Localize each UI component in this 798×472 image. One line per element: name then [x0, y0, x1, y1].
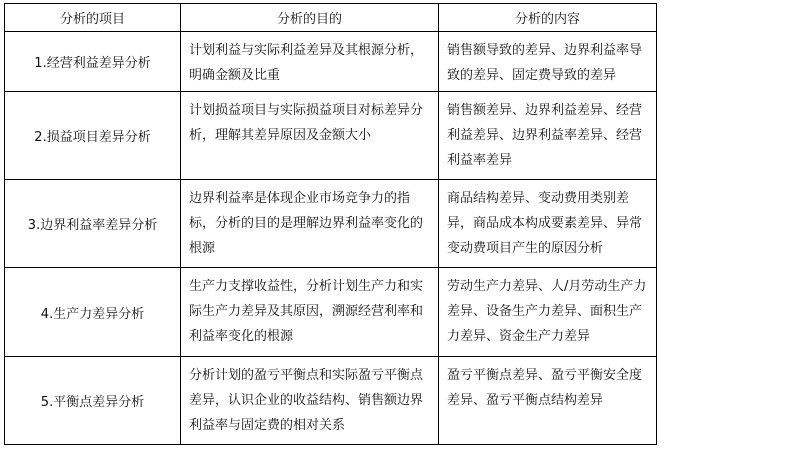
purpose-cell: 计划利益与实际利益差异及其根源分析，明确金额及比重	[181, 32, 439, 92]
content-cell: 销售额差异、边界利益差异、经营利益差异、边界利益率差异、经营利益率差异	[439, 92, 657, 180]
purpose-cell: 生产力支撑收益性，分析计划生产力和实际生产力差异及其原因，溯源经营利率和利益率变化的根源	[181, 268, 439, 357]
content-cell: 销售额导致的差异、边界利益率导致的差异、固定费导致的差异	[439, 32, 657, 92]
item-cell: 2.损益项目差异分析	[5, 92, 181, 180]
content-cell: 盈亏平衡点差异、盈亏平衡安全度差异、盈亏平衡点结构差异	[439, 357, 657, 445]
purpose-cell: 分析计划的盈亏平衡点和实际盈亏平衡点差异，认识企业的收益结构、销售额边界利益率与固定费的相对关系	[181, 357, 439, 445]
analysis-table	[4, 3, 657, 445]
purpose-cell: 计划损益项目与实际损益项目对标差异分析，理解其差异原因及金额大小	[181, 92, 439, 180]
content-cell: 劳动生产力差异、人/月劳动生产力差异、设备生产力差异、面积生产力差异、资金生产力差异	[439, 268, 657, 357]
purpose-cell: 边界利益率是体现企业市场竞争力的指标，分析的目的是理解边界利益率变化的根源	[181, 180, 439, 268]
item-cell: 5.平衡点差异分析	[5, 357, 181, 445]
table-header-row	[5, 4, 657, 32]
header-analysis-item: 分析的项目	[5, 4, 181, 32]
table-row	[5, 357, 657, 445]
table-row	[5, 92, 657, 180]
item-cell: 1.经营利益差异分析	[5, 32, 181, 92]
header-analysis-purpose: 分析的目的	[181, 4, 439, 32]
header-analysis-content: 分析的内容	[439, 4, 657, 32]
content-cell: 商品结构差异、变动费用类别差异，商品成本构成要素差异、异常变动费项目产生的原因分析	[439, 180, 657, 268]
item-cell: 3.边界利益率差异分析	[5, 180, 181, 268]
item-cell: 4.生产力差异分析	[5, 268, 181, 357]
table-row	[5, 268, 657, 357]
table-row	[5, 32, 657, 92]
table-row	[5, 180, 657, 268]
